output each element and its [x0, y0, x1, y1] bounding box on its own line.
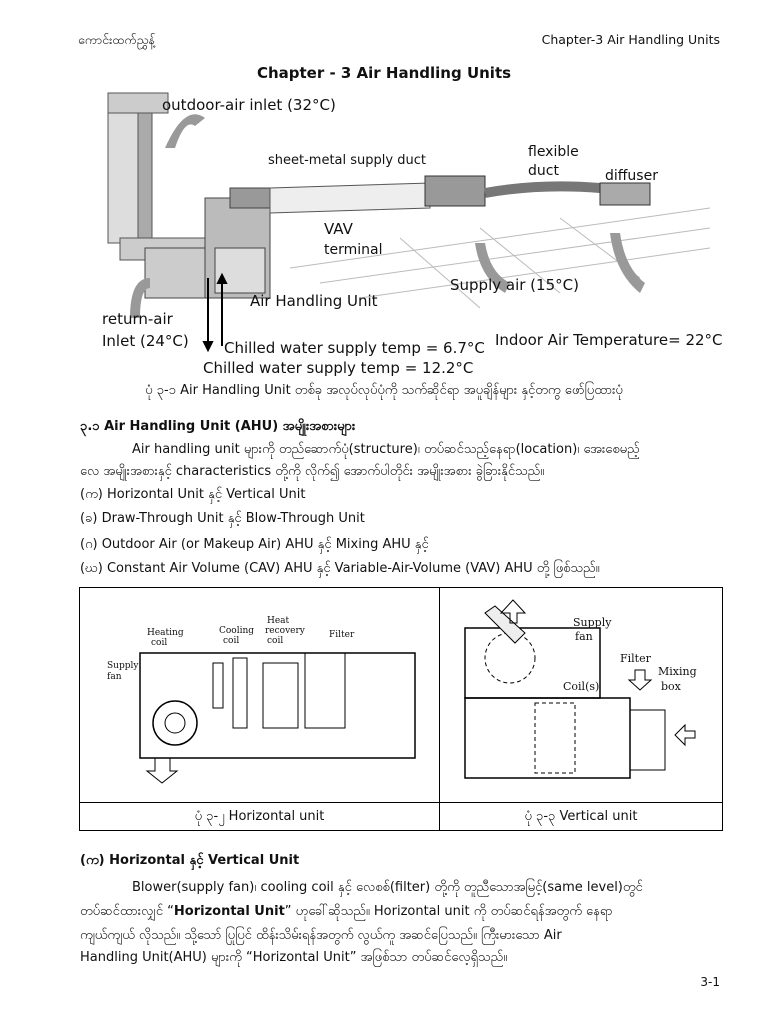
inlet-temp-label: Inlet (24°C): [102, 332, 189, 350]
fan-label: fan: [107, 672, 122, 682]
recovery-label: recovery: [265, 626, 305, 636]
return-air-label: return-air: [102, 310, 173, 328]
section2-line4: Handling Unit(AHU) များကို “Horizontal Unit” အဖြစ်သာ တပ်ဆင်လေ့ရှိသည်။: [80, 950, 508, 965]
section1-para-line2: လေ အမျိုးအစားနှင့် characteristics တို့ကို လိုက်၍ အောက်ပါတိုင်း အမျိုးအစား ခွဲခြားနိုင်သည်။: [80, 464, 545, 479]
filter-label: Filter: [620, 652, 651, 665]
caption-vertical-unit: ပုံ ၃-၃ Vertical unit: [524, 809, 638, 824]
horizontal-unit-diagram: [95, 613, 425, 798]
indoor-temp-label: Indoor Air Temperature= 22°C: [495, 331, 723, 349]
list-item: (ဃ) Constant Air Volume (CAV) AHU နှင့် Variable-Air-Volume (VAV) AHU တို့ ဖြစ်သည်။: [80, 561, 600, 576]
header-author: ကောင်းထက်ညွှန့်: [78, 32, 156, 47]
vertical-unit-diagram: [455, 598, 715, 793]
ahu-system-diagram: [90, 88, 730, 378]
section1-para-line1: Air handling unit များကို တည်ဆောက်ပုံ(structure)၊ တပ်ဆင်သည့်နေရာ(location)၊ အေးစေမည့်: [132, 442, 640, 457]
cooling-label: Cooling: [219, 626, 255, 636]
table-divider: [80, 802, 722, 803]
chw-supply-label: Chilled water supply temp = 6.7°C: [224, 339, 485, 357]
table-divider: [439, 588, 440, 830]
section2-line2: [80, 900, 722, 924]
list-item: (ဂ) Outdoor Air (or Makeup Air) AHU နှင့် Mixing AHU နှင့်: [80, 537, 429, 552]
page-title: Chapter - 3 Air Handling Units: [256, 64, 512, 82]
section1-heading: ၃.၁ Air Handling Unit (AHU) အမျိုးအစားများ: [80, 419, 356, 434]
ahu-label: Air Handling Unit: [250, 292, 378, 310]
line2-part-a: တပ်ဆင်ထားလျှင် “: [80, 904, 174, 919]
heating-label: Heating: [147, 628, 184, 638]
figure1-caption: ပုံ ၃-၁ Air Handling Unit တစ်ခု အလုပ်လုပ်ပုံကို သက်ဆိုင်ရာ အပူချိန်များ နှင့်တကွ ဖော်ပြထားပုံ: [145, 383, 623, 398]
supply-duct: [270, 176, 650, 213]
supply-label: Supply: [573, 616, 612, 629]
chw-return-label: Chilled water supply temp = 12.2°C: [203, 359, 474, 377]
horizontal-unit-term: Horizontal Unit: [173, 904, 285, 919]
cooling-coil-label: coil: [223, 636, 240, 646]
supply-air-label: Supply air (15°C): [450, 276, 579, 294]
supply-label: Supply: [107, 661, 139, 671]
outdoor-inlet-label: outdoor-air inlet (32°C): [162, 96, 336, 114]
flexible-label: flexible: [528, 144, 579, 160]
section2-line1: Blower(supply fan)၊ cooling coil နှင့် လေစစ်(filter) တို့ကို တူညီသောအမြင့်(same level)တွင်: [132, 880, 643, 895]
vav-label: VAV: [324, 220, 353, 238]
terminal-label: terminal: [324, 242, 383, 258]
section2-line3: ကျယ်ကျယ် လိုသည်။ သို့သော် ပြုပြင် ထိန်းသိမ်းရန်အတွက် လွယ်ကူ အဆင်ပြေသည်။ ကြီးမားသော Air: [80, 928, 562, 943]
duct-word-label: duct: [528, 163, 559, 179]
page-number: 3-1: [700, 975, 720, 989]
box-label: box: [661, 680, 681, 693]
heat-label: Heat: [267, 616, 290, 626]
coils-label: Coil(s): [563, 680, 600, 693]
diffuser-label: diffuser: [605, 168, 658, 184]
mixing-label: Mixing: [658, 665, 697, 678]
hr-coil-label: coil: [267, 636, 284, 646]
caption-horizontal-unit: ပုံ ၃-၂ Horizontal unit: [194, 809, 325, 824]
line2-part-c: ” ဟုခေါ်ဆိုသည်။ Horizontal unit ကို တပ်ဆင်ရန်အတွက် နေရာ: [284, 904, 613, 919]
fan-label: fan: [575, 630, 593, 643]
section2-heading: (က) Horizontal နှင့် Vertical Unit: [80, 853, 300, 868]
filter-label: Filter: [329, 630, 355, 640]
list-item: (ခ) Draw-Through Unit နှင့် Blow-Through Unit: [80, 511, 365, 526]
heating-coil-label: coil: [151, 638, 168, 648]
list-item: (က) Horizontal Unit နှင့် Vertical Unit: [80, 487, 306, 502]
figure-table: [79, 587, 723, 831]
duct-label: sheet-metal supply duct: [268, 153, 426, 168]
header-chapter: Chapter-3 Air Handling Units: [541, 32, 720, 47]
